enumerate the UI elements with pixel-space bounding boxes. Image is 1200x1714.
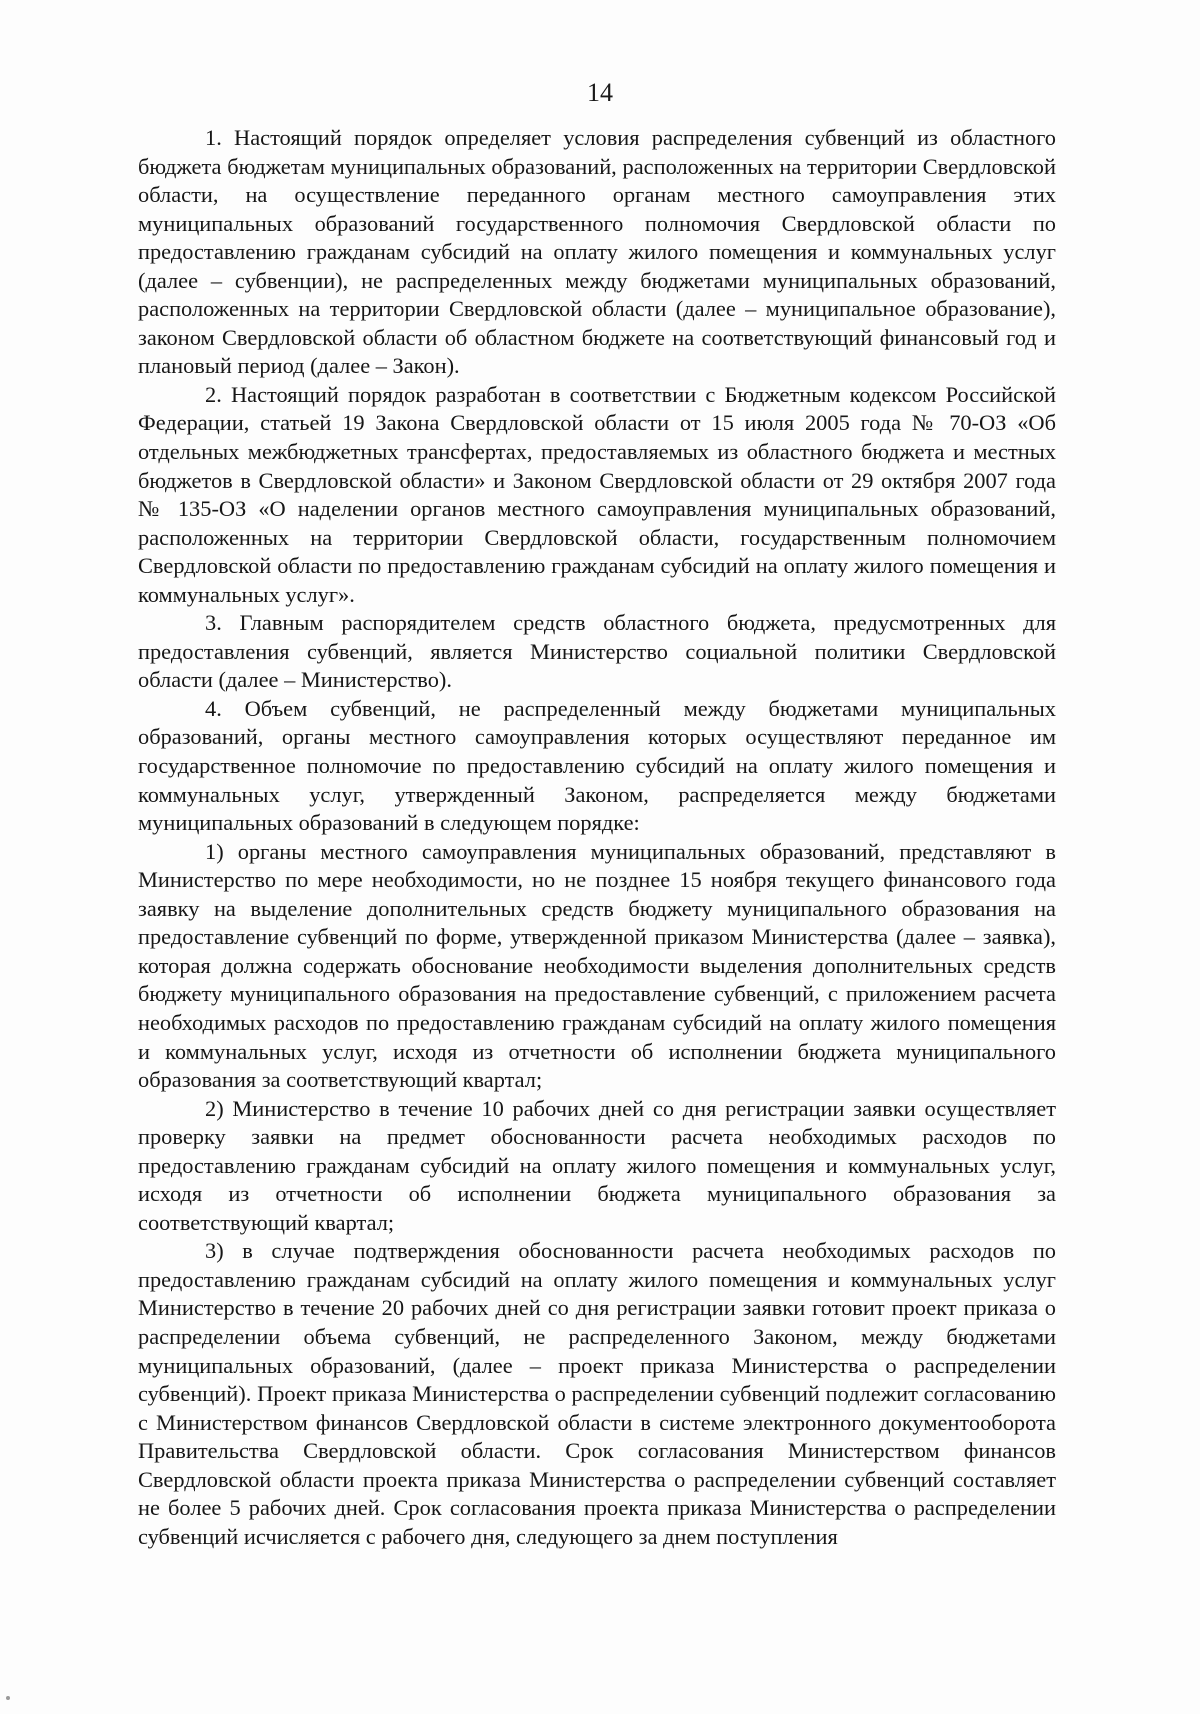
subparagraph-2: 2) Министерство в течение 10 рабочих дней со дня регистрации заявки осуществляет проверку заявки на предмет обоснованности расчета необходимых расходов по предоставлению гражданам субсидий на оплату жилого помещения и коммунальных услуг, исходя из отчетности об исполнении бюджета муниципального образования за соответствующий квартал; <box>138 1095 1056 1235</box>
subparagraph-1: 1) органы местного самоуправления муниципальных образований, представляют в Министерство по мере необходимости, но не позднее 15 ноября текущего финансового года заявку на выделение дополнительных средств бюджету муниципального образования на предоставление субвенций по форме, утвержденной приказом Министерства (далее – заявка), которая должна содержать обоснование необходимости выделения дополнительных средств бюджету муниципального образования на предоставление субвенций, с приложением расчета необходимых расходов по предоставлению гражданам субсидий на оплату жилого помещения и коммунальных услуг, исходя из отчетности об исполнении бюджета муниципального образования за соответствующий квартал; <box>138 838 1056 1093</box>
paragraph-3: 3. Главным распорядителем средств областного бюджета, предусмотренных для предоставления субвенций, является Министерство социальной политики Свердловской области (далее – Министерство). <box>138 610 1056 693</box>
paragraph-1: 1. Настоящий порядок определяет условия распределения субвенций из областного бюджета бюджетам муниципальных образований, расположенных на территории Свердловской области, на осуществление переданного органам местного самоуправления этих муниципальных образований государственного полномочия Свердловской области по предоставлению гражданам субсидий на оплату жилого помещения и коммунальных услуг (далее – субвенции), не распределенных между бюджетами муниципальных образований, расположенных на территории Свердловской области (далее – муниципальное образование), законом Свердловской области об областном бюджете на соответствующий финансовый год и плановый период (далее – Закон). <box>138 125 1056 379</box>
document-body <box>138 124 1056 1551</box>
paragraph-2: 2. Настоящий порядок разработан в соответствии с Бюджетным кодексом Российской Федерации, статьей 19 Закона Свердловской области от 15 июля 2005 года № 70-ОЗ «Об отдельных межбюджетных трансфертах, предоставляемых из областного бюджета и местных бюджетов в Свердловской области» и Законом Свердловской области от 29 октября 2007 года № 135-ОЗ «О наделении органов местного самоуправления муниципальных образований, расположенных на территории Свердловской области, государственным полномочием Свердловской области по предоставлению гражданам субсидий на оплату жилого помещения и коммунальных услуг». <box>138 381 1056 607</box>
scan-mark <box>6 1696 10 1700</box>
paragraph-4: 4. Объем субвенций, не распределенный между бюджетами муниципальных образований, органы местного самоуправления которых осуществляют переданное им государственное полномочие по предоставлению субсидий на оплату жилого помещения и коммунальных услуг, утвержденный Законом, распределяется между бюджетами муниципальных образований в следующем порядке: <box>138 695 1056 836</box>
subparagraph-3: 3) в случае подтверждения обоснованности расчета необходимых расходов по предоставлению гражданам субсидий на оплату жилого помещения и коммунальных услуг Министерство в течение 20 рабочих дней со дня регистрации заявки готовит проект приказа о распределении объема субвенций, не распределенного Законом, между бюджетами муниципальных образований, (далее – проект приказа Министерства о распределении субвенций). Проект приказа Министерства о распределении субвенций подлежит согласованию с Министерством финансов Свердловской области в системе электронного документооборота Правительства Свердловской области. Срок согласования Министерством финансов Свердловской области проекта приказа Министерства о распределении субвенций составляет не более 5 рабочих дней. Срок согласования проекта приказа Министерства о распределении субвенций исчисляется с рабочего дня, следующего за днем поступления <box>138 1238 1056 1549</box>
page-number: 14 <box>587 78 613 107</box>
